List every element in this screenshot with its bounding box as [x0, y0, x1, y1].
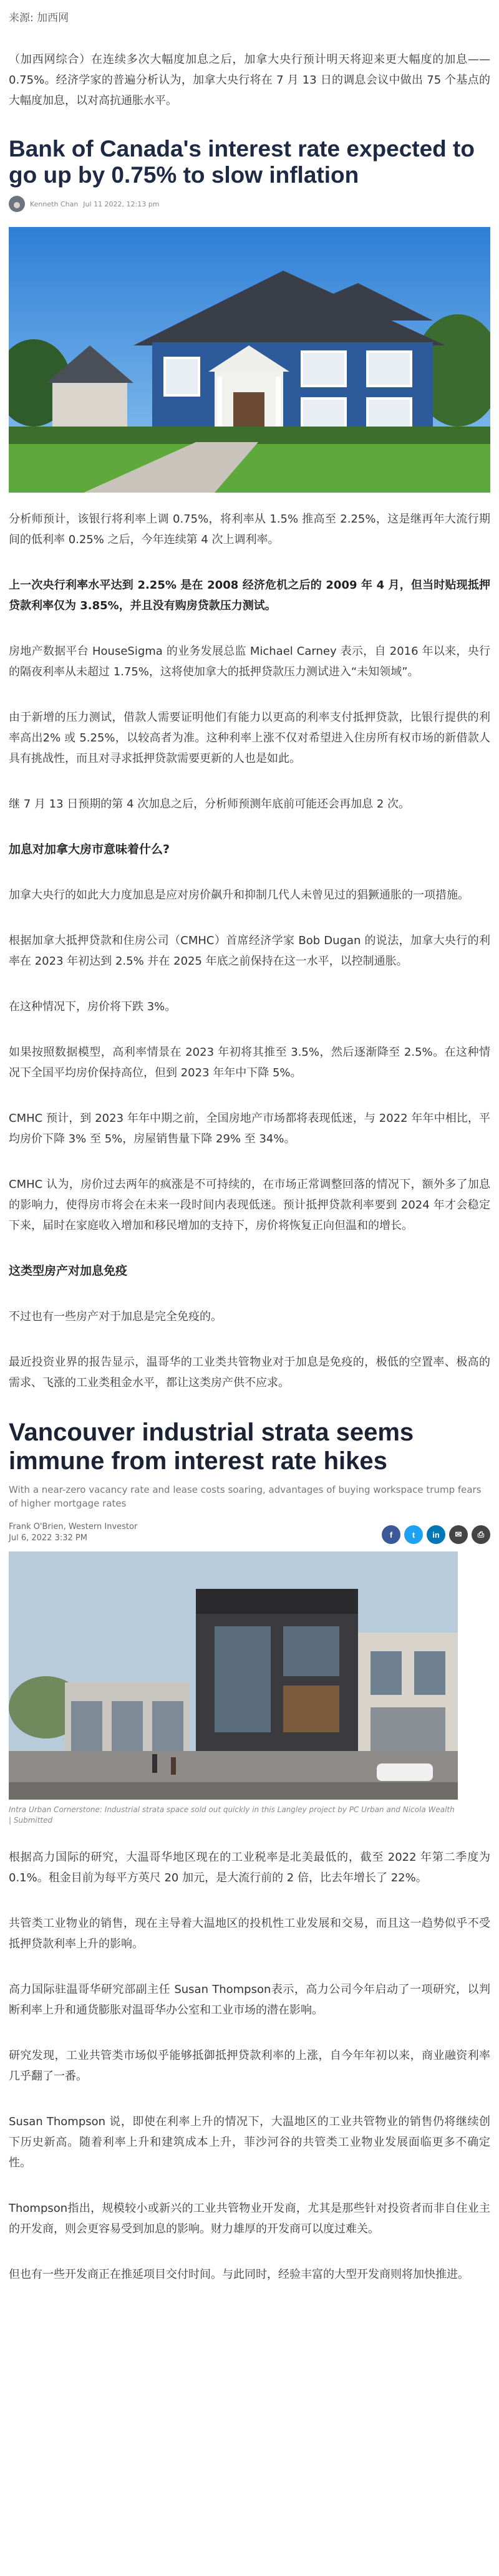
- author-avatar: [9, 196, 25, 212]
- publish-date: Jul 11 2022, 12:13 pm: [83, 200, 160, 208]
- body-paragraph: 如果按照数据模型，高利率情景在 2023 年初将其推至 3.5%，然后逐渐降至 2.5%。在这种情况下全国平均房价保持高位，但到 2023 年年中下降 5%。: [9, 1046, 490, 1079]
- facebook-icon[interactable]: f: [382, 1525, 400, 1544]
- body-paragraph: 最近投资业界的报告显示，温哥华的工业类共管物业对于加息是免疫的，极低的空置率、极高的需求、飞涨的工业类租金水平，都让这类房产供不应求。: [9, 1356, 490, 1389]
- body-paragraph: 研究发现，工业共管类市场似乎能够抵御抵押贷款利率的上涨，自今年年初以来，商业融资利率几乎翻了一番。: [9, 2049, 490, 2083]
- body-paragraph: 由于新增的压力测试，借款人需要证明他们有能力以更高的利率支付抵押贷款，比银行提供的利率高出2% 或 5.25%，以较高者为准。这种利率上涨不仅对希望进入住房所有权市场的新借款人具有挑战性，而且对寻求抵押贷款需要更新的人也是如此。: [9, 711, 490, 765]
- body-paragraph: 根据加拿大抵押贷款和住房公司（CMHC）首席经济学家 Bob Dugan 的说法，加拿大央行的利率在 2023 年初达到 2.5% 并在 2025 年底之前保持在这一水平，以控制通胀。: [9, 934, 490, 968]
- body-paragraph: CMHC 认为，房价过去两年的疯涨是不可持续的，在市场正常调整回落的情况下，额外多了加息的影响力，使得房市将会在未来一段时间内表现低迷。预计抵押贷款利率要到 2024 年才会稳定下来，届时在家庭收入增加和移民增加的支持下，房价将恢复正向但温和的增长。: [9, 1178, 490, 1232]
- article-author-block: [9, 1522, 137, 1544]
- article-meta: [9, 1522, 490, 1544]
- twitter-icon[interactable]: t: [404, 1525, 423, 1544]
- article-dek: With a near-zero vacancy rate and lease costs soaring, advantages of buying workspace trump fears of higher mortgage rates: [9, 1484, 482, 1509]
- byline: [9, 196, 490, 212]
- industrial-building-rendering: [9, 1551, 458, 1800]
- section-heading: 这类型房产对加息免疫: [9, 1264, 128, 1278]
- body-paragraph: 加拿大央行的如此大力度加息是应对房价飙升和抑制几代人未曾见过的猖獗通胀的一项措施。: [9, 889, 469, 902]
- embedded-article-title[interactable]: Vancouver industrial strata seems immune from interest rate hikes: [9, 1419, 414, 1475]
- embedded-article-title[interactable]: Bank of Canada's interest rate expected to go up by 0.75% to slow inflation: [9, 136, 475, 188]
- section-heading: 加息对加拿大房市意味着什么?: [9, 842, 170, 856]
- body-paragraph: 房地产数据平台 HouseSigma 的业务发展总监 Michael Carney 表示，自 2016 年以来，央行的隔夜利率从未超过 1.75%，这将使加拿大的抵押贷款压力测试进入“未知领域”。: [9, 645, 490, 678]
- body-paragraph: 根据高力国际的研究，大温哥华地区现在的工业税率是北美最低的，截至 2022 年第二季度为 0.1%。租金目前为每平方英尺 20 加元，是大流行前的 2 倍，比去年增长了 22%。: [9, 1851, 490, 1884]
- image-caption: Intra Urban Cornerstone: Industrial strata space sold out quickly in this Langley project by PC Urban and Nicola Wealth | Submitted: [9, 1805, 455, 1825]
- embedded-article-industrial-strata: [9, 1418, 490, 1826]
- embedded-article-bank-of-canada: [9, 136, 490, 493]
- body-paragraph: Susan Thompson 说，即使在利率上升的情况下，大温地区的工业共管物业的销售仍将继续创下历史新高。随着利率上升和建筑成本上升，菲沙河谷的共管类工业物业发展面临更多不确定性。: [9, 2115, 490, 2169]
- body-paragraph-bold: 上一次央行利率水平达到 2.25% 是在 2008 经济危机之后的 2009 年 4 月，但当时贴现抵押贷款利率仅为 3.85%，并且没有购房贷款压力测试。: [9, 579, 490, 612]
- house-photo: [9, 227, 490, 493]
- share-buttons: [382, 1525, 490, 1544]
- author-name[interactable]: Kenneth Chan: [30, 200, 79, 208]
- email-icon[interactable]: ✉: [449, 1525, 468, 1544]
- linkedin-icon[interactable]: in: [427, 1525, 445, 1544]
- body-paragraph: 高力国际驻温哥华研究部副主任 Susan Thompson表示，高力公司今年启动了一项研究，以判断利率上升和通货膨胀对温哥华办公室和工业市场的潜在影响。: [9, 1983, 490, 2017]
- publish-date: Jul 6, 2022 3:32 PM: [9, 1533, 87, 1543]
- body-paragraph: Thompson指出，规模较小或新兴的工业共管物业开发商，尤其是那些针对投资者而非自住业主的开发商，则会更容易受到加息的影响。财力雄厚的开发商可以度过难关。: [9, 2202, 490, 2236]
- body-paragraph: CMHC 预计，到 2023 年年中期之前，全国房地产市场都将表现低迷，与 2022 年年中相比，平均房价下降 3% 至 5%，房屋销售量下降 29% 至 34%。: [9, 1112, 490, 1146]
- body-paragraph: 继 7 月 13 日预期的第 4 次加息之后，分析师预测年底前可能还会再加息 2 次。: [9, 798, 410, 811]
- body-paragraph: 共管类工业物业的销售，现在主导着大温地区的投机性工业发展和交易，而且这一趋势似乎不受抵押贷款利率上升的影响。: [9, 1917, 490, 1951]
- intro-paragraph: （加西网综合）在连续多次大幅度加息之后，加拿大央行预计明天将迎来更大幅度的加息——0.75%。经济学家的普遍分析认为，加拿大央行将在 7 月 13 日的调息会议中做出 75 个基点的大幅度加息，以对高抗通胀水平。: [9, 53, 490, 107]
- print-icon[interactable]: ⎙: [472, 1525, 490, 1544]
- source-line: 来源: 加西网: [9, 12, 69, 24]
- body-paragraph: 但也有一些开发商正在推延项目交付时间。与此同时，经验丰富的大型开发商则将加快推进。: [9, 2268, 469, 2281]
- body-paragraph: 在这种情况下，房价将下跌 3%。: [9, 1000, 177, 1013]
- body-paragraph: 不过也有一些房产对于加息是完全免疫的。: [9, 1310, 222, 1323]
- author-name[interactable]: Frank O'Brien, Western Investor: [9, 1522, 138, 1532]
- body-paragraph: 分析师预计，该银行将利率上调 0.75%，将利率从 1.5% 推高至 2.25%，这是继再年大流行期间的低利率 0.25% 之后，今年连续第 4 次上调利率。: [9, 513, 490, 546]
